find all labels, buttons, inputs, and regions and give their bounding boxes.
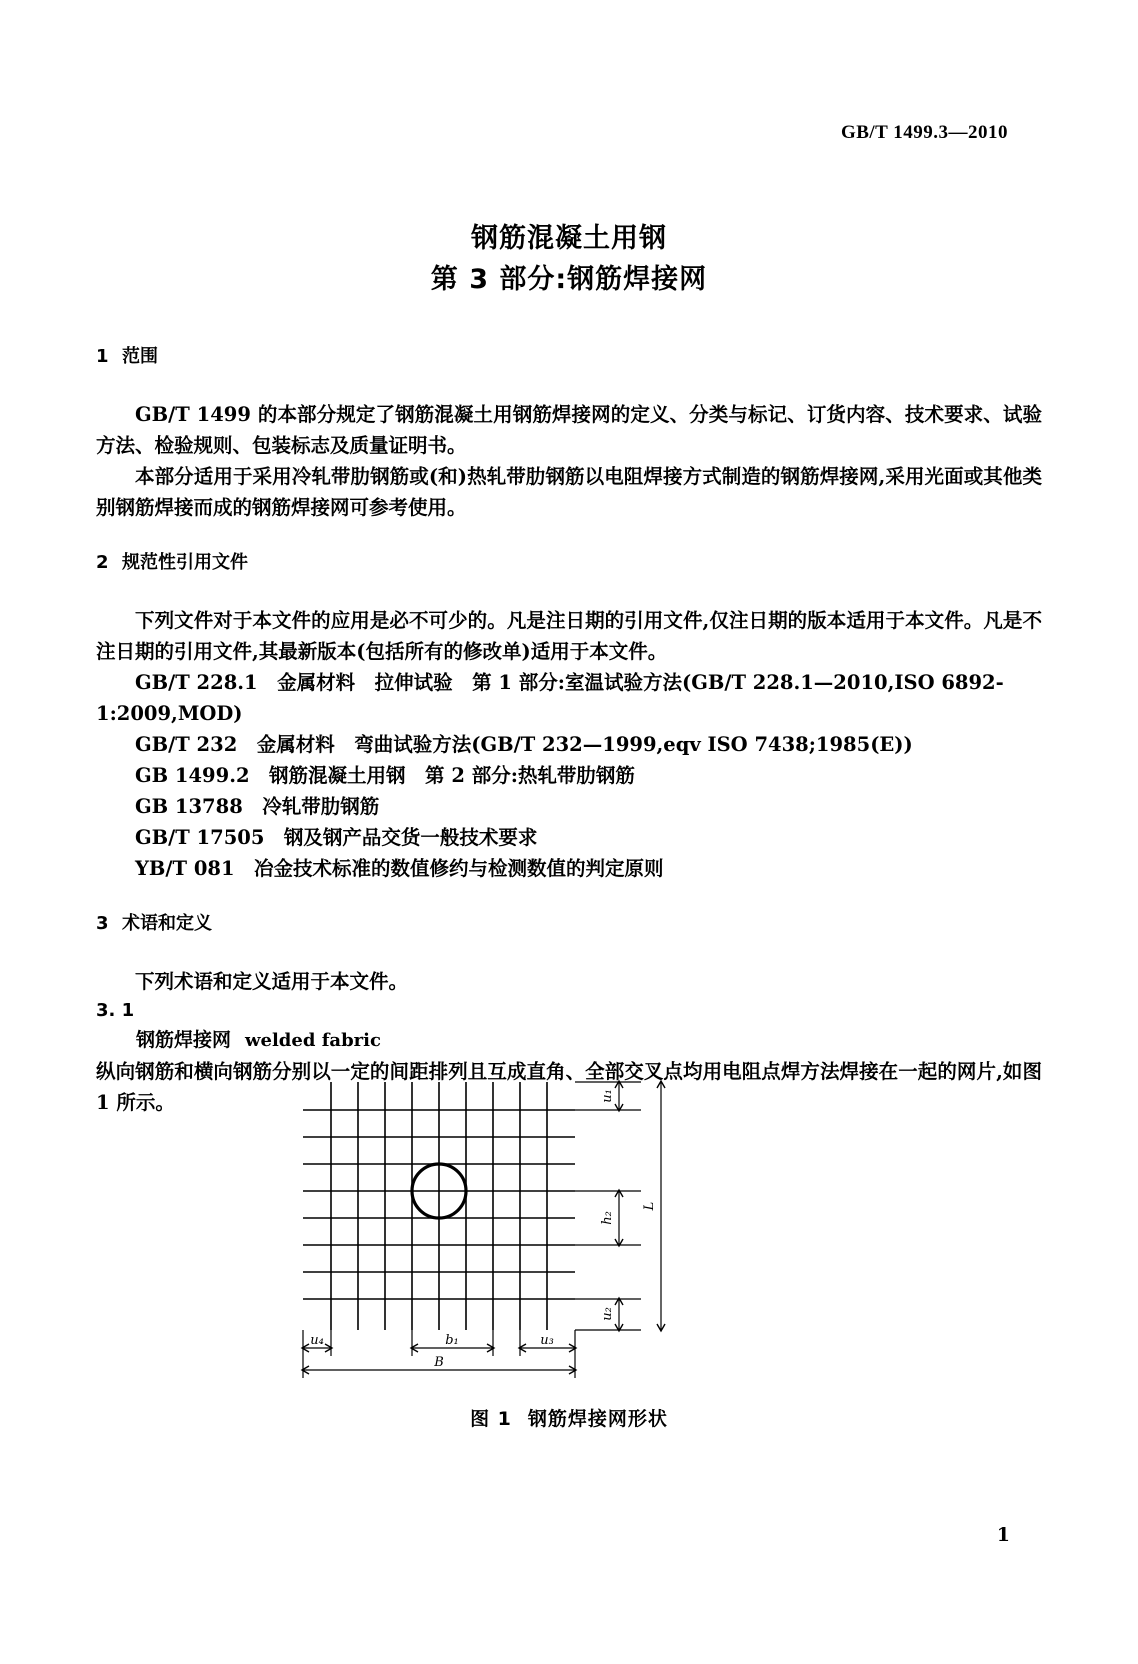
document-title-line-1: 钢筋混凝土用钢 xyxy=(471,223,667,254)
dimension-label-u4: u₄ xyxy=(310,1333,324,1348)
normative-reference-item: GB/T 232 金属材料 弯曲试验方法(GB/T 232—1999,eqv ISO 7438;1985(E)) xyxy=(135,733,913,756)
section-1-paragraph-1: GB/T 1499 的本部分规定了钢筋混凝土用钢筋焊接网的定义、分类与标记、订货内容、技术要求、试验方法、检验规则、包装标志及质量证明书。 xyxy=(96,403,1042,457)
normative-reference-item: YB/T 081 冶金技术标准的数值修约与检测数值的判定原则 xyxy=(135,857,664,880)
section-heading-2 xyxy=(96,551,1042,575)
normative-reference-item: GB/T 228.1 金属材料 拉伸试验 第 1 部分:室温试验方法(GB/T 228.1—2010,ISO 6892-1:2009,MOD) xyxy=(96,671,1004,725)
section-number-3: 3 xyxy=(96,913,109,934)
welded-fabric-diagram xyxy=(289,1078,849,1388)
dimension-label-h2: h₂ xyxy=(600,1211,615,1225)
section-title-3: 术语和定义 xyxy=(122,913,212,934)
spacer xyxy=(96,369,1042,399)
section-heading-1 xyxy=(96,345,1042,369)
document-body xyxy=(96,345,1042,1118)
figure-1-caption xyxy=(0,1404,1138,1431)
term-entry-3-1 xyxy=(96,1025,1042,1056)
clause-number-3-1: 3. 1 xyxy=(96,1000,135,1021)
figure-1-graphic xyxy=(0,1078,1138,1388)
section-title-2: 规范性引用文件 xyxy=(122,552,248,573)
section-2-paragraph-1: 下列文件对于本文件的应用是必不可少的。凡是注日期的引用文件,仅注日期的版本适用于本文件。凡是不注日期的引用文件,其最新版本(包括所有的修改单)适用于本文件。 xyxy=(96,609,1042,663)
dimension-label-B: B xyxy=(434,1355,444,1370)
dimension-label-u1: u₁ xyxy=(600,1089,615,1103)
page-number: 1 xyxy=(996,1524,1010,1546)
section-3-paragraph-1: 下列术语和定义适用于本文件。 xyxy=(135,970,409,993)
spacer xyxy=(96,936,1042,966)
spacer xyxy=(96,884,1042,912)
normative-reference-item: GB/T 17505 钢及钢产品交货一般技术要求 xyxy=(135,826,538,849)
section-number-1: 1 xyxy=(96,346,109,367)
term-name-english: welded fabric xyxy=(245,1030,381,1051)
figure-caption-text: 钢筋焊接网形状 xyxy=(527,1408,668,1430)
dimension-label-u3: u₃ xyxy=(540,1333,554,1348)
spacer xyxy=(96,523,1042,551)
page-header-standard-code: GB/T 1499.3—2010 xyxy=(840,122,1008,143)
section-number-2: 2 xyxy=(96,552,109,573)
mesh-longitudinal-wires xyxy=(331,1082,547,1330)
document-title-line-2: 第 3 部分:钢筋焊接网 xyxy=(430,264,708,295)
dimension-label-u2: u₂ xyxy=(600,1307,615,1321)
section-title-1: 范围 xyxy=(122,346,158,367)
dimension-label-L: L xyxy=(642,1201,657,1211)
normative-reference-item: GB 1499.2 钢筋混凝土用钢 第 2 部分:热轧带肋钢筋 xyxy=(135,764,635,787)
section-1-paragraph-2: 本部分适用于采用冷轧带肋钢筋或(和)热轧带肋钢筋以电阻焊接方式制造的钢筋焊接网,采用光面或其他类别钢筋焊接而成的钢筋焊接网可参考使用。 xyxy=(96,465,1042,519)
section-heading-3 xyxy=(96,912,1042,936)
spacer xyxy=(96,575,1042,605)
dimension-lines-bottom xyxy=(302,1330,576,1378)
figure-1 xyxy=(0,1078,1138,1431)
term-name-chinese: 钢筋焊接网 xyxy=(136,1029,232,1051)
figure-caption-label: 图 1 xyxy=(470,1408,512,1430)
term-definition-3-1: 纵向钢筋和横向钢筋分别以一定的间距排列且互成直角、全部交叉点均用电阻点焊方法焊接在一起的网片,如图 1 所示。 xyxy=(96,1060,1042,1114)
normative-reference-item: GB 13788 冷轧带肋钢筋 xyxy=(135,795,380,818)
document-title xyxy=(0,218,1138,300)
dimension-label-b1: b₁ xyxy=(445,1333,459,1348)
